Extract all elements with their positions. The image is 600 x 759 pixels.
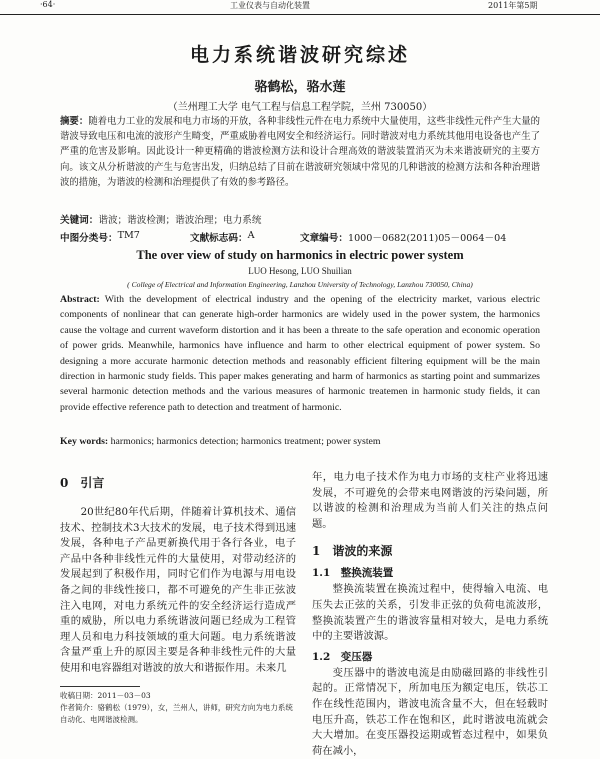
- abstract-en-label: Abstract:: [60, 294, 100, 305]
- keywords-cn-text: 谐波；谐波检测；谐波治理；电力系统: [98, 215, 262, 226]
- keywords-cn-label: 关键词：: [60, 215, 99, 226]
- affiliation-cn: （兰州理工大学 电气工程与信息工程学院，兰州 730050）: [167, 102, 433, 113]
- document-code: 文献标志码： A: [190, 230, 255, 244]
- body-column-right: [312, 470, 548, 759]
- footnote: [60, 690, 296, 726]
- keywords-en-text: harmonics; harmonics detection; harmonics treatment; power system: [110, 436, 381, 447]
- received-date: 收稿日期：2011－03－03: [60, 691, 151, 700]
- journal-name: 工业仪表与自动化装置: [230, 1, 310, 10]
- abstract-en-text: With the development of electrical industry and the opening of the electricity market, various electric components of nonlinear that can generate high-order harmonics are widely used in the power system, the harmonics cause the voltage and current waveform distortion and it has been a threate to the safe operation and economic operation of power grids. Meanwhile, harmonics have influence and harm to other electrical equipment of power system. So designing a more accurate harmonic detection methods and reasonably efficient filtering equipment will be the main direction in harmonic study fields. This paper makes generating and harm of harmonics as starting point and summarizes several harmonic detection methods and the various measures of harmonic treatemen in harmonic study fields, it can provide effective reference path to detection and treatment of harmonic.: [60, 294, 540, 413]
- affiliation-en: ( College of Electrical and Information Engineering, Lanzhou University of Technology, Lanzhou 730050, China): [127, 280, 473, 289]
- authors-en: LUO Hesong, LUO Shuilian: [248, 266, 352, 276]
- keywords-en-label: Key words:: [60, 436, 109, 447]
- running-header: [0, 0, 600, 15]
- subsection-1-1-heading: 1.1 整换流装置: [312, 567, 394, 580]
- abstract-cn-text: 随着电力工业的发展和电力市场的开放，各种非线性元件在电力系统中大量使用，这些非线性元件产生大量的谐波导致电压和电流的波形产生畸变，严重威胁着电网安全和经济运行。同时谐波对电力系统其他用电设备也产生了严重的危害及影响。因此设计一种更精确的谐波检测方法和设计合理高效的谐波装置消灭为未来谐波研究的主要方向。该文从分析谐波的产生与危害出发，归纳总结了目前在谐波研究领域中常见的几种谐波的检测方法和各种治理谐波的措施，为谐波的检测和治理提供了有效的参考路径。: [60, 116, 540, 188]
- body-column-left: [60, 470, 296, 677]
- intro-continuation: 年，电力电子技术作为电力市场的支柱产业将迅速发展，不可避免的会带来电网谐波的污染问题，所以谐波的检测和治理成为当前人们关注的热点问题。: [312, 471, 548, 530]
- section-0-paragraph: 20世纪80年代后期，伴随着计算机技术、通信技术、控制技术3大技术的发展，电子技术得到迅速发展，各种电子产品更新换代用于各行各业，电子产品中各种非线性元件的大量使用，对带动经济的发展起到了积极作用，同时它们作为电源与用电设备之间的非线性接口，都不可避免的产生非正弦波注入电网，对电力系统元件的安全经济运行造成严重的威胁，所以电力系统谐波问题已经成为工程管理人员和电力科技领域的重大问题。电力系统谐波含量严重上升的原因主要是各种非线性元件的大量使用和电容器组对谐波的放大和谐振作用。未来几: [60, 506, 296, 674]
- abstract-en: [60, 292, 540, 415]
- section-1-heading: 1 谐波的来源: [312, 544, 393, 559]
- abstract-cn-label: 摘要：: [60, 116, 89, 127]
- footnote-divider: [60, 686, 140, 687]
- subsection-1-1-paragraph: 整换流装置在换流过程中，使得输入电流、电压失去正弦的关系，引发非正弦的负荷电流波形，整换流装置产生的谐波容量相对较大，是电力系统中的主要谐波源。: [312, 583, 548, 643]
- paper-title-cn: 电力系统谐波研究综述: [189, 44, 410, 66]
- issue-info: 2011年第5期: [488, 1, 538, 10]
- paper-title-en: The over view of study on harmonics in electric power system: [136, 248, 464, 262]
- page-number: ·64·: [40, 0, 56, 9]
- keywords-en: [60, 436, 540, 447]
- keywords-cn: [60, 212, 540, 226]
- subsection-1-2-heading: 1.2 变压器: [312, 650, 373, 663]
- article-number: 文章编号： 1000－0682(2011)05－0064－04: [300, 233, 507, 244]
- class-number: 中图分类号： TM7: [60, 230, 140, 244]
- section-0-heading: 0 引言: [60, 476, 105, 490]
- authors-cn: 骆鹤松，骆水莲: [254, 80, 346, 95]
- subsection-1-2-paragraph: 变压器中的谐波电流是由励磁回路的非线性引起的。正常情况下，所加电压为额定电压，铁芯工作在线性范围内，谐波电流含量不大，但在轻载时电压升高，铁芯工作在饱和区，此时谐波电流就会大大增加。在变压器投运期或暂态过程中，如果负荷在减小，: [312, 666, 548, 757]
- abstract-cn: [60, 114, 540, 190]
- author-bio: 作者简介：骆鹤松（1979），女，兰州人，讲师，研究方向为电力系统自动化、电网谐波检测。: [60, 703, 293, 724]
